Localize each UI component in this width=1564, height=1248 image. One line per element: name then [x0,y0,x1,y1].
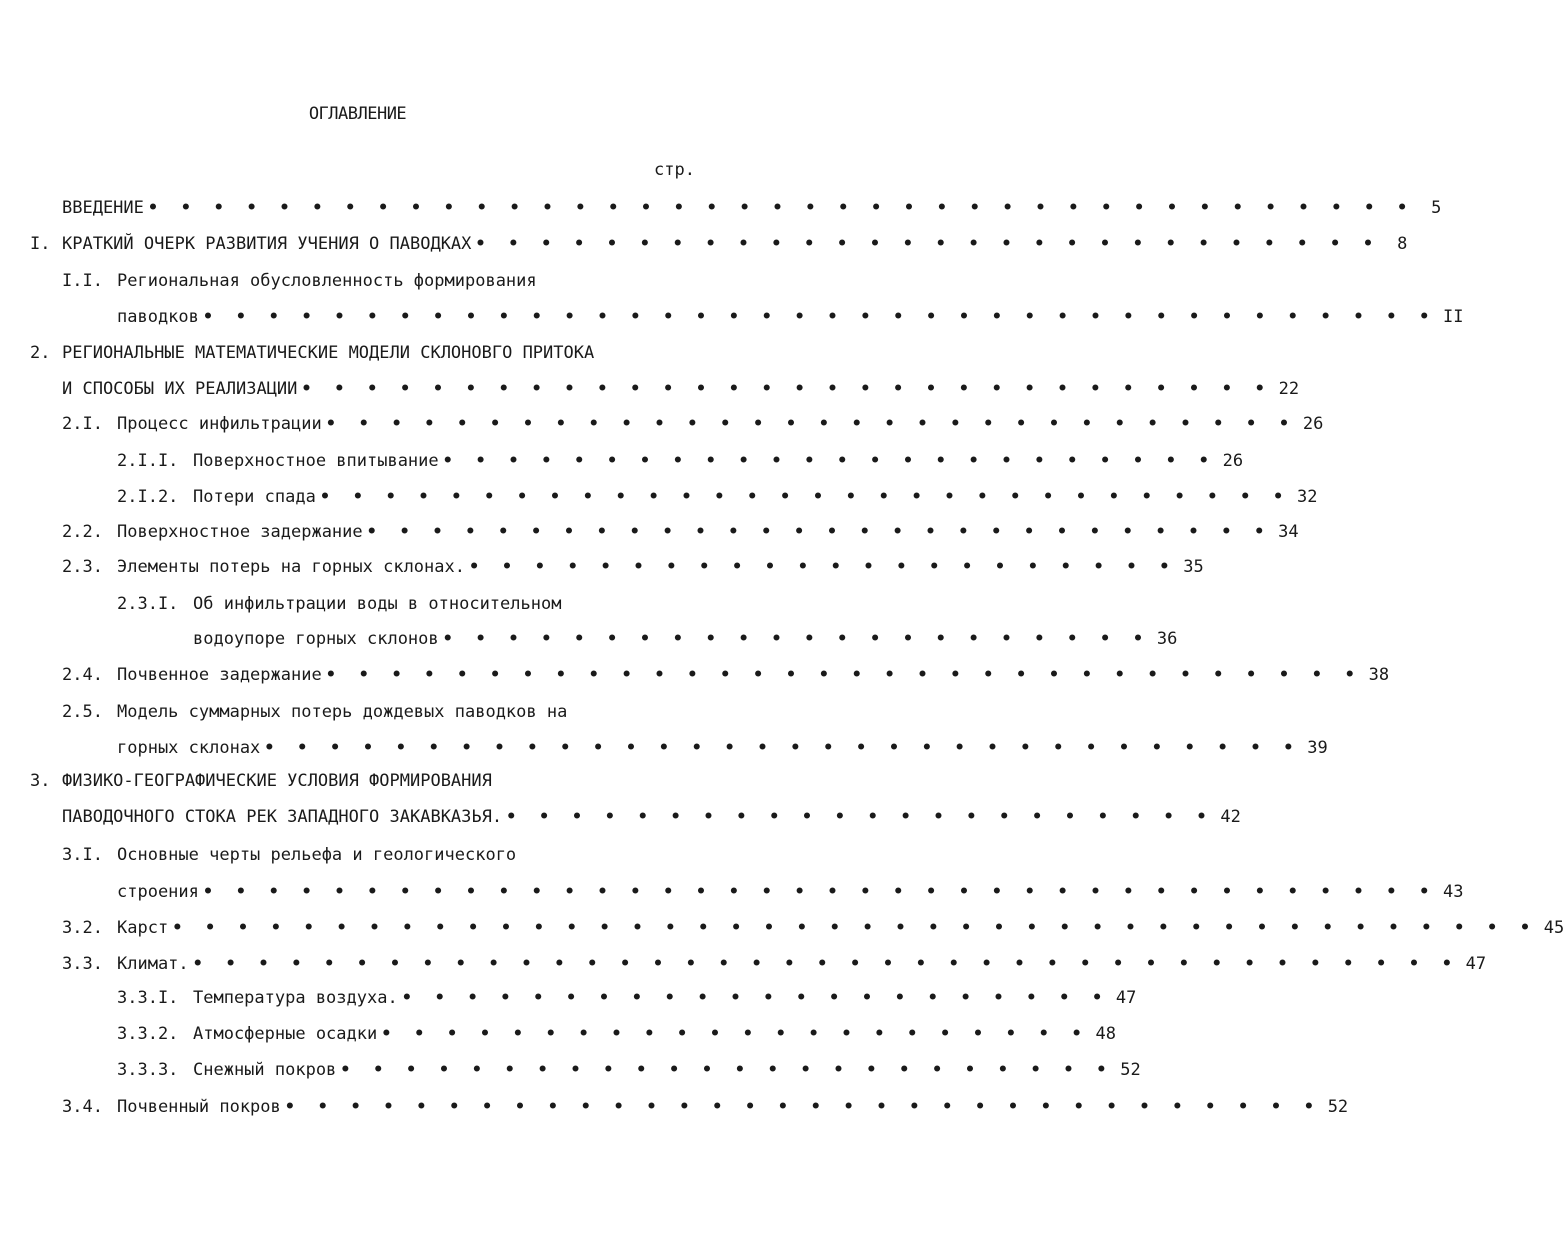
toc-entry-3-1[interactable] [117,881,1464,903]
entry-number: I.I. [62,271,103,291]
entry-title-line1: Региональная обусловленность формирования [117,271,537,291]
entry-number: 2. [30,343,51,363]
entry-title: Снежный покров [193,1060,337,1080]
entry-title: Элементы потерь на горных склонах. [117,557,465,577]
entry-title: Почвенный покров [117,1097,281,1117]
toc-entry-3-3-1[interactable] [193,987,1137,1009]
entry-page: 8 [1397,234,1408,254]
toc-entry-introduction[interactable] [62,197,1442,219]
entry-title-line1: Об инфильтрации воды в относительном [193,594,562,614]
dot-leader: • • • • • • • • • • • • • • • • • • • • • • [506,807,1213,827]
entry-page: 47 [1465,954,1487,974]
dot-leader: • • • • • • • • • • • • • • • • • • • • • • • • • • • • • • • • • • • • • • • [192,954,1459,974]
entry-title-line2: И СПОСОБЫ ИХ РЕАЛИЗАЦИИ [62,379,298,399]
page-column-label: стр. [654,160,695,180]
toc-entry-1-1[interactable] [117,306,1464,328]
toc-entry-2-5[interactable] [117,737,1328,759]
dot-leader: • • • • • • • • • • • • • • • • • • • • • • • • • • • • • • [319,487,1290,507]
entry-title-line1: Модель суммарных потерь дождевых паводков на [117,702,568,722]
entry-page: 32 [1297,487,1318,507]
entry-page: II [1443,307,1464,327]
entry-title: Карст [117,918,169,938]
entry-title-line1: РЕГИОНАЛЬНЫЕ МАТЕМАТИЧЕСКИЕ МОДЕЛИ СКЛОНОВГО ПРИТОКА [62,343,595,363]
entry-number: 3.I. [62,845,103,865]
entry-title: Климат. [117,954,189,974]
toc-title: ОГЛАВЛЕНИЕ [308,104,407,124]
entry-number: 3.2. [62,918,103,938]
entry-title-line2: водоупоре горных склонов [193,629,439,649]
entry-title: Почвенное задержание [117,665,322,685]
entry-title: Атмосферные осадки [193,1024,378,1044]
entry-title: Потери спада [193,487,316,507]
toc-entry-chapter-3[interactable] [62,806,1241,828]
toc-entry-2-3[interactable] [117,556,1204,578]
entry-number: 3.3.3. [117,1060,179,1080]
toc-entry-2-1-1[interactable] [193,450,1244,472]
toc-entry-3-3[interactable] [117,953,1487,975]
dot-leader: • • • • • • • • • • • • • • • • • • • • • • • • • • • • • • • • [284,1097,1321,1117]
entry-title: Температура воздуха. [193,988,398,1008]
entry-page: 45 [1543,918,1564,938]
toc-entry-2-2[interactable] [117,521,1299,543]
entry-number: I. [30,234,51,254]
entry-page: 34 [1278,522,1299,542]
entry-page: 52 [1120,1060,1141,1080]
entry-title: ВВЕДЕНИЕ [62,198,144,218]
entry-number: 2.3.I. [117,594,179,614]
entry-page: 22 [1278,379,1300,399]
entry-title: Поверхностное впитывание [193,451,439,471]
entry-page: 43 [1443,882,1464,902]
dot-leader: • • • • • • • • • • • • • • • • • • • • • • • • • • • • • • [325,414,1296,434]
entry-number: 3.3. [62,954,103,974]
dot-leader: • • • • • • • • • • • • • • • • • • • • • • [381,1024,1088,1044]
dot-leader: • • • • • • • • • • • • • • • • • • • • • • [442,629,1150,649]
entry-title-line1: ФИЗИКО-ГЕОГРАФИЧЕСКИЕ УСЛОВИЯ ФОРМИРОВАНИЯ [62,771,492,791]
entry-number: 2.2. [62,522,103,542]
dot-leader: • • • • • • • • • • • • • • • • • • • • • • [401,988,1109,1008]
entry-page: 5 [1431,198,1442,218]
entry-title: Поверхностное задержание [117,522,363,542]
entry-page: 38 [1368,665,1390,685]
toc-entry-3-3-3[interactable] [193,1059,1141,1081]
entry-title: КРАТКИЙ ОЧЕРК РАЗВИТИЯ УЧЕНИЯ О ПАВОДКАХ [62,234,472,254]
toc-entry-2-3-1[interactable] [193,628,1178,650]
entry-number: 2.3. [62,557,103,577]
entry-page: 36 [1156,629,1178,649]
dot-leader: • • • • • • • • • • • • • • • • • • • • • • • • • • • • [475,234,1380,254]
entry-title-line1: Основные черты рельефа и геологического [117,845,517,865]
dot-leader: • • • • • • • • • • • • • • • • • • • • • • • • • • • • [366,522,1271,542]
toc-entry-2-1[interactable] [117,413,1324,435]
dot-leader: • • • • • • • • • • • • • • • • • • • • • • • • • • • • • • • • [325,665,1362,685]
toc-entry-3-4[interactable] [117,1096,1349,1118]
entry-number: 2.I.2. [117,487,179,507]
entry-number: 2.5. [62,702,103,722]
dot-leader: • • • • • • • • • • • • • • • • • • • • • • • • • • • • • • • • • • • • • • [202,307,1436,327]
entry-number: 2.4. [62,665,103,685]
entry-page: 52 [1327,1097,1349,1117]
entry-number: 2.I. [62,414,103,434]
toc-entry-3-3-2[interactable] [193,1023,1116,1045]
entry-number: 3.3.2. [117,1024,179,1044]
dot-leader: • • • • • • • • • • • • • • • • • • • • • • • • • • • • • • • • • • • • • • • • • • [172,918,1537,938]
entry-title-line2: строения [117,882,199,902]
entry-page: 48 [1095,1024,1116,1044]
dot-leader: • • • • • • • • • • • • • • • • • • • • • • • • [442,451,1216,471]
toc-entry-2-4[interactable] [117,664,1390,686]
entry-page: 42 [1220,807,1241,827]
entry-title: Процесс инфильтрации [117,414,322,434]
entry-number: 3. [30,771,51,791]
dot-leader: • • • • • • • • • • • • • • • • • • • • • • [469,557,1176,577]
entry-number: 3.3.I. [117,988,179,1008]
entry-page: 26 [1302,414,1324,434]
entry-title-line2: горных склонах [117,738,261,758]
toc-entry-3-2[interactable] [117,917,1564,939]
dot-leader: • • • • • • • • • • • • • • • • • • • • • • • • • • • • • • • • [264,738,1300,758]
entry-page: 35 [1183,557,1204,577]
entry-number: 3.4. [62,1097,103,1117]
entry-page: 26 [1222,451,1244,471]
toc-entry-chapter-1[interactable] [62,233,1408,255]
entry-number: 2.I.I. [117,451,179,471]
entry-page: 47 [1115,988,1137,1008]
entry-title-line2: ПАВОДОЧНОГО СТОКА РЕК ЗАПАДНОГО ЗАКАВКАЗЬЯ. [62,807,503,827]
dot-leader: • • • • • • • • • • • • • • • • • • • • • • • • • • • • • • • • • • • • • • • [147,198,1414,218]
dot-leader: • • • • • • • • • • • • • • • • • • • • • • • • [340,1060,1113,1080]
dot-leader: • • • • • • • • • • • • • • • • • • • • • • • • • • • • • • [301,379,1272,399]
entry-title-line2: паводков [117,307,199,327]
toc-entry-2-1-2[interactable] [193,486,1318,508]
toc-entry-chapter-2[interactable] [62,378,1300,400]
entry-page: 39 [1307,738,1328,758]
dot-leader: • • • • • • • • • • • • • • • • • • • • • • • • • • • • • • • • • • • • • • [202,882,1436,902]
